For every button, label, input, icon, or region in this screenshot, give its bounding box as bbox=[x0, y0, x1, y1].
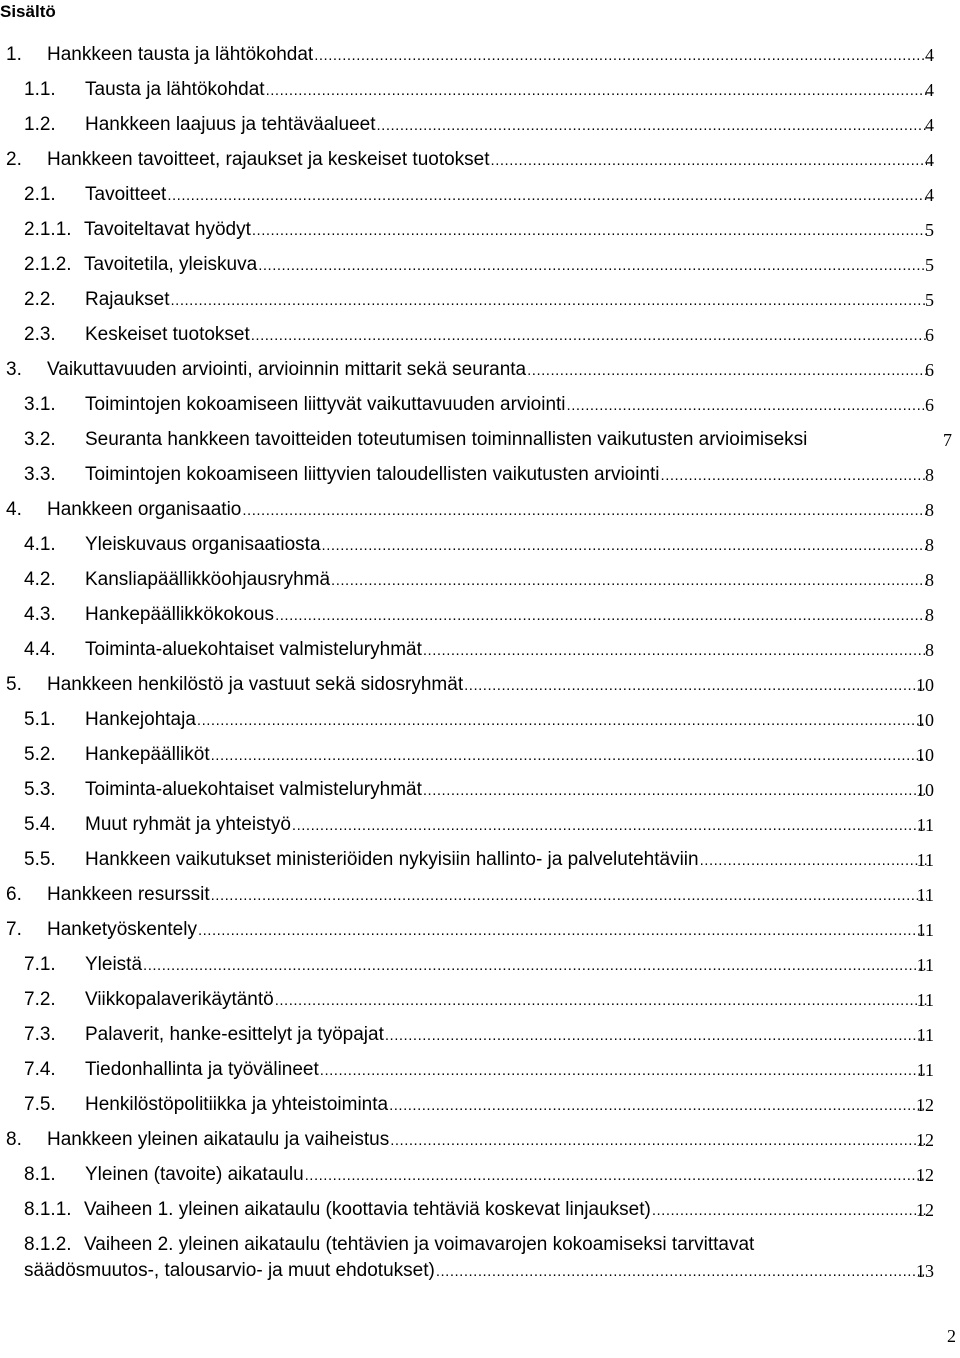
toc-entry-title: Hankepäällikkökokous bbox=[85, 604, 275, 625]
toc-entry-number: 1.1. bbox=[24, 79, 56, 100]
toc-entry-title: Tausta ja lähtökohdat bbox=[85, 79, 265, 100]
toc-entry-number: 7.2. bbox=[24, 989, 56, 1010]
dot-leader bbox=[275, 603, 927, 628]
toc-entry-title: Rajaukset bbox=[85, 289, 170, 310]
dot-leader bbox=[211, 743, 927, 768]
toc-entry[interactable] bbox=[0, 392, 960, 418]
toc-entry[interactable] bbox=[0, 532, 960, 558]
toc-entry-title: säädösmuutos-, talousarvio- ja muut ehdotukset) bbox=[24, 1260, 435, 1281]
dot-leader bbox=[198, 918, 927, 943]
dot-leader bbox=[211, 883, 927, 908]
toc-entry-number: 3.2. bbox=[24, 429, 56, 450]
toc-entry-page: 13 bbox=[916, 1261, 934, 1281]
toc-entry[interactable] bbox=[0, 252, 960, 278]
dot-leader bbox=[258, 253, 927, 278]
toc-entry-number: 5.3. bbox=[24, 779, 56, 800]
toc-entry[interactable] bbox=[0, 1127, 960, 1153]
toc-entry[interactable] bbox=[0, 1057, 960, 1083]
dot-leader bbox=[292, 813, 927, 838]
toc-entry-number: 8.1. bbox=[24, 1164, 56, 1185]
dot-leader bbox=[143, 953, 927, 978]
toc-entry-title: Tiedonhallinta ja työvälineet bbox=[85, 1059, 319, 1080]
toc-entry-page: 10 bbox=[916, 675, 934, 695]
toc-entry-number: 5.1. bbox=[24, 709, 56, 730]
toc-entry-number: 7.5. bbox=[24, 1094, 56, 1115]
toc-entry[interactable] bbox=[0, 1162, 960, 1188]
dot-leader bbox=[491, 148, 927, 173]
toc-entry-page: 6 bbox=[925, 395, 934, 415]
toc-entry[interactable] bbox=[0, 1022, 960, 1048]
dot-leader bbox=[652, 1198, 927, 1223]
toc-entry-title: Hanketyöskentely bbox=[47, 919, 197, 940]
toc-entry-number: 3. bbox=[6, 359, 22, 380]
toc-heading: Sisältö bbox=[0, 2, 56, 21]
toc-entry-page: 8 bbox=[925, 605, 934, 625]
toc-entry-number: 3.3. bbox=[24, 464, 56, 485]
toc-entry-page: 11 bbox=[916, 990, 934, 1010]
toc-entry-page: 6 bbox=[925, 360, 934, 380]
toc-entry-number: 2. bbox=[6, 149, 22, 170]
toc-entry-title: Toimintojen kokoamiseen liittyvien taloudellisten vaikutusten arviointi bbox=[85, 464, 660, 485]
toc-entry-page: 8 bbox=[925, 535, 934, 555]
toc-entry-number: 2.3. bbox=[24, 324, 56, 345]
toc-entry-page: 5 bbox=[925, 220, 934, 240]
toc-entry-page: 8 bbox=[925, 570, 934, 590]
toc-entry[interactable] bbox=[0, 777, 960, 803]
toc-entry[interactable] bbox=[0, 567, 960, 593]
toc-entry-title: Hankejohtaja bbox=[85, 709, 196, 730]
toc-entry-page: 11 bbox=[916, 815, 934, 835]
toc-entry-title: Kansliapäällikköohjausryhmä bbox=[85, 569, 331, 590]
toc-entry-title: Yleiskuvaus organisaatiosta bbox=[85, 534, 321, 555]
toc-entry-number: 8.1.1. bbox=[24, 1199, 72, 1220]
dot-leader bbox=[567, 393, 927, 418]
toc-entry-page: 6 bbox=[925, 325, 934, 345]
toc-entry-number: 5. bbox=[6, 674, 22, 695]
toc-entry-number: 7.3. bbox=[24, 1024, 56, 1045]
toc-entry[interactable] bbox=[0, 322, 960, 348]
dot-leader bbox=[251, 323, 927, 348]
toc-entry-number: 2.1.1. bbox=[24, 219, 72, 240]
dot-leader bbox=[305, 1163, 927, 1188]
toc-entry[interactable] bbox=[0, 987, 960, 1013]
toc-entry-title: Toiminta-aluekohtaiset valmisteluryhmät bbox=[85, 639, 422, 660]
dot-leader bbox=[242, 498, 927, 523]
toc-entry-page: 4 bbox=[925, 115, 934, 135]
toc-entry[interactable] bbox=[0, 1232, 960, 1284]
dot-leader bbox=[464, 673, 927, 698]
dot-leader bbox=[167, 183, 927, 208]
toc-entry[interactable] bbox=[0, 707, 960, 733]
toc-entry-title: Toimintojen kokoamiseen liittyvät vaikuttavuuden arviointi bbox=[85, 394, 566, 415]
toc-entry-title: Hankkeen tausta ja lähtökohdat bbox=[47, 44, 314, 65]
toc-entry-title: Hankkeen tavoitteet, rajaukset ja keskeiset tuotokset bbox=[47, 149, 490, 170]
toc-entry-title: Keskeiset tuotokset bbox=[85, 324, 250, 345]
toc-entry[interactable] bbox=[0, 357, 960, 383]
toc-entry-title: Tavoitteet bbox=[85, 184, 167, 205]
toc-entry-number: 6. bbox=[6, 884, 22, 905]
toc-entry-title: Seuranta hankkeen tavoitteiden toteutumisen toiminnallisten vaikutusten arvioimiseksi bbox=[85, 429, 808, 450]
toc-entry[interactable] bbox=[0, 1197, 960, 1223]
toc-entry-number: 5.2. bbox=[24, 744, 56, 765]
toc-entry[interactable] bbox=[0, 847, 960, 873]
toc-entry-title: Muut ryhmät ja yhteistyö bbox=[85, 814, 291, 835]
toc-entry-page: 4 bbox=[925, 150, 934, 170]
toc-entry-page: 4 bbox=[925, 80, 934, 100]
toc-entry-number: 2.2. bbox=[24, 289, 56, 310]
toc-entry-page: 4 bbox=[925, 45, 934, 65]
toc-entry-page: 11 bbox=[916, 1025, 934, 1045]
toc-entry[interactable] bbox=[0, 812, 960, 838]
toc-entry-title: Hankkeen organisaatio bbox=[47, 499, 242, 520]
dot-leader bbox=[322, 533, 927, 558]
toc-entry[interactable] bbox=[0, 287, 960, 313]
dot-leader bbox=[320, 1058, 927, 1083]
toc-entry-number: 4.4. bbox=[24, 639, 56, 660]
toc-entry-page: 7 bbox=[943, 430, 952, 450]
toc-entry[interactable] bbox=[0, 42, 960, 68]
toc-entry-page: 11 bbox=[916, 920, 934, 940]
toc-entry[interactable] bbox=[0, 112, 960, 138]
dot-leader bbox=[700, 848, 927, 873]
toc-entry-number: 1.2. bbox=[24, 114, 56, 135]
toc-entry-title: Hankkeen yleinen aikataulu ja vaiheistus bbox=[47, 1129, 390, 1150]
toc-entry-number: 5.5. bbox=[24, 849, 56, 870]
dot-leader bbox=[423, 638, 927, 663]
dot-leader bbox=[661, 463, 927, 488]
toc-entry-number: 7. bbox=[6, 919, 22, 940]
dot-leader bbox=[197, 708, 927, 733]
dot-leader bbox=[385, 1023, 927, 1048]
toc-entry-number: 3.1. bbox=[24, 394, 56, 415]
toc-entry-page: 4 bbox=[925, 185, 934, 205]
toc-entry-page: 8 bbox=[925, 500, 934, 520]
toc-entry[interactable] bbox=[0, 882, 960, 908]
toc-entry-title: Tavoiteltavat hyödyt bbox=[84, 219, 251, 240]
toc-entry-page: 8 bbox=[925, 465, 934, 485]
toc-entry-title: Henkilöstöpolitiikka ja yhteistoiminta bbox=[85, 1094, 389, 1115]
dot-leader bbox=[266, 78, 927, 103]
toc-entry[interactable] bbox=[0, 637, 960, 663]
toc-entry-page: 12 bbox=[916, 1095, 934, 1115]
toc-entry-number: 1. bbox=[6, 44, 22, 65]
dot-leader bbox=[527, 358, 927, 383]
toc-entry-page: 10 bbox=[916, 710, 934, 730]
toc-entry-number: 4.2. bbox=[24, 569, 56, 590]
toc-entry-title: Hankepäälliköt bbox=[85, 744, 210, 765]
toc-entry-page: 11 bbox=[916, 955, 934, 975]
toc-entry-title: Viikkopalaverikäytäntö bbox=[85, 989, 274, 1010]
toc-entry-title: Palaverit, hanke-esittelyt ja työpajat bbox=[85, 1024, 384, 1045]
toc-entry-number: 8.1.2. bbox=[24, 1234, 72, 1255]
toc-entry-title: Hankkeen laajuus ja tehtäväalueet bbox=[85, 114, 376, 135]
dot-leader bbox=[275, 988, 927, 1013]
toc-entry-page: 8 bbox=[925, 640, 934, 660]
toc-entry-title: Tavoitetila, yleiskuva bbox=[84, 254, 258, 275]
toc-entry-page: 12 bbox=[916, 1130, 934, 1150]
toc-entry-page: 5 bbox=[925, 290, 934, 310]
dot-leader bbox=[423, 778, 927, 803]
toc-entry-page: 11 bbox=[916, 1060, 934, 1080]
toc-entry-title: Vaiheen 1. yleinen aikataulu (koottavia tehtäviä koskevat linjaukset) bbox=[84, 1199, 651, 1220]
toc-entry-number: 4.3. bbox=[24, 604, 56, 625]
toc-entry-number: 2.1. bbox=[24, 184, 56, 205]
toc-entry-number: 7.1. bbox=[24, 954, 56, 975]
toc-entry-number: 4. bbox=[6, 499, 22, 520]
dot-leader bbox=[314, 43, 927, 68]
toc-entry-page: 5 bbox=[925, 255, 934, 275]
dot-leader bbox=[376, 113, 927, 138]
toc-entry-title: Vaiheen 2. yleinen aikataulu (tehtävien ja voimavarojen kokoamiseksi tarvittavat bbox=[84, 1234, 755, 1255]
toc-entry-title: Hankkeen henkilöstö ja vastuut sekä sidosryhmät bbox=[47, 674, 464, 695]
toc-entry-page: 10 bbox=[916, 780, 934, 800]
toc-entry-page: 10 bbox=[916, 745, 934, 765]
toc-entry-number: 5.4. bbox=[24, 814, 56, 835]
toc-entry-title: Hankkeen vaikutukset ministeriöiden nykyisiin hallinto- ja palvelutehtäviin bbox=[85, 849, 699, 870]
toc-entry-title: Hankkeen resurssit bbox=[47, 884, 210, 905]
toc-entry[interactable] bbox=[0, 672, 960, 698]
toc-entry[interactable] bbox=[0, 602, 960, 628]
dot-leader bbox=[390, 1128, 927, 1153]
toc-entry[interactable] bbox=[0, 497, 960, 523]
toc-entry[interactable] bbox=[0, 77, 960, 103]
toc-entry[interactable] bbox=[0, 1092, 960, 1118]
dot-leader bbox=[171, 288, 928, 313]
dot-leader bbox=[331, 568, 927, 593]
dot-leader bbox=[436, 1259, 927, 1284]
page-number: 2 bbox=[947, 1326, 956, 1346]
dot-leader bbox=[389, 1093, 927, 1118]
toc-entry-title: Vaikuttavuuden arviointi, arvioinnin mittarit sekä seuranta bbox=[47, 359, 527, 380]
toc-entry-page: 11 bbox=[916, 885, 934, 905]
toc-entry[interactable] bbox=[0, 182, 960, 208]
toc-entry-title: Yleistä bbox=[85, 954, 143, 975]
toc-entry-page: 12 bbox=[916, 1200, 934, 1220]
toc-entry[interactable] bbox=[0, 742, 960, 768]
toc-entry-title: Yleinen (tavoite) aikataulu bbox=[85, 1164, 304, 1185]
toc-entry[interactable] bbox=[0, 462, 960, 488]
toc-entry[interactable] bbox=[0, 147, 960, 173]
toc-entry-number: 4.1. bbox=[24, 534, 56, 555]
toc-entry-number: 2.1.2. bbox=[24, 254, 72, 275]
toc-entry-number: 7.4. bbox=[24, 1059, 56, 1080]
toc-entry[interactable] bbox=[0, 427, 960, 453]
toc-entry[interactable] bbox=[0, 217, 960, 243]
dot-leader bbox=[252, 218, 927, 243]
toc-entry-page: 11 bbox=[916, 850, 934, 870]
toc-entry[interactable] bbox=[0, 952, 960, 978]
toc-entry-page: 12 bbox=[916, 1165, 934, 1185]
toc-entry-number: 8. bbox=[6, 1129, 22, 1150]
toc-entry[interactable] bbox=[0, 917, 960, 943]
toc-entry-title: Toiminta-aluekohtaiset valmisteluryhmät bbox=[85, 779, 422, 800]
